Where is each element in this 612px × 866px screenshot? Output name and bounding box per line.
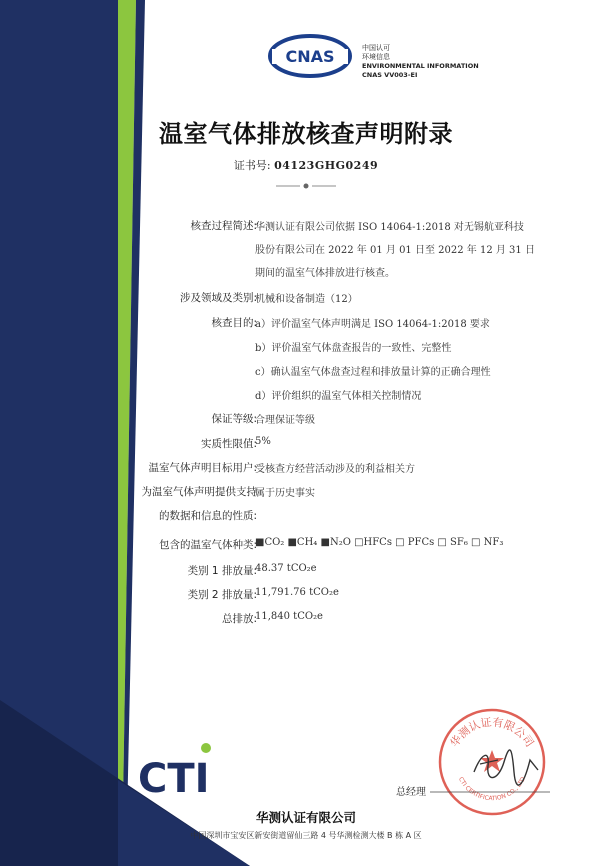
materiality-value: 5% — [255, 436, 271, 447]
support-label-line-1: 为温室气体声明提供支持 — [141, 486, 257, 498]
cnas-line-2: 环境信息 — [362, 53, 390, 61]
certificate-number-label: 证书号: — [233, 159, 271, 172]
sector-label: 涉及领域及类别: — [179, 292, 257, 304]
purpose-label: 核查目的: — [211, 317, 257, 329]
seal-text: 华测认证有限公司 — [447, 715, 537, 750]
cnas-logo-text: CNAS — [285, 47, 335, 66]
process-value-line-3: 期间的温室气体排放进行核查。 — [255, 268, 395, 279]
users-label: 温室气体声明目标用户: — [148, 462, 257, 474]
support-label-line-2: 的数据和信息的性质: — [158, 510, 257, 522]
category-2-value: 11,791.76 tCO₂e — [255, 587, 339, 598]
signature-icon — [468, 742, 548, 790]
certificate-number — [0, 157, 612, 173]
materiality-label: 实质性限值: — [200, 438, 257, 450]
sector-value: 机械和设备制造（12） — [255, 294, 358, 305]
process-value-line-1: 华测认证有限公司依据 ISO 14064-1:2018 对无锡航亚科技 — [255, 222, 524, 233]
cti-logo-icon — [138, 742, 218, 798]
ghg-value: ■CO₂ ■CH₄ ■N₂O □HFCs □ PFCs □ SF₆ □ NF₃ — [255, 537, 504, 548]
users-value: 受核查方经营活动涉及的利益相关方 — [255, 464, 415, 475]
total-label: 总排放: — [221, 613, 257, 625]
process-label: 核查过程简述: — [190, 220, 257, 232]
assurance-value: 合理保证等级 — [255, 415, 315, 426]
purpose-b: b）评价温室气体盘查报告的一致性、完整性 — [255, 343, 452, 354]
ghg-label: 包含的温室气体种类: — [158, 539, 257, 551]
general-manager-label: 总经理 — [396, 787, 426, 798]
purpose-d: d）评价组织的温室气体相关控制情况 — [255, 391, 422, 402]
seal-text-en: CTI CERTIFICATION CO., LTD — [457, 776, 528, 803]
certificate-number-value: 04123GHG0249 — [274, 159, 379, 172]
cnas-line-4: CNAS VV003-EI — [362, 71, 418, 79]
purpose-c: c）确认温室气体盘查过程和排放量计算的正确合理性 — [255, 367, 491, 378]
cnas-logo-icon — [268, 33, 352, 79]
signature-line — [430, 791, 550, 793]
company-name: 华测认证有限公司 — [255, 810, 356, 825]
company-address: 中国深圳市宝安区新安街道留仙三路 4 号华测检测大楼 B 栋 A 区 — [190, 831, 422, 840]
assurance-label: 保证等级: — [211, 413, 257, 425]
ornament-divider — [276, 182, 336, 190]
cnas-info-block — [362, 44, 479, 80]
cnas-line-3: ENVIRONMENTAL INFORMATION — [362, 62, 479, 70]
category-2-label: 类别 2 排放量: — [187, 589, 257, 601]
cnas-line-1: 中国认可 — [362, 44, 390, 52]
category-1-label: 类别 1 排放量: — [187, 565, 257, 577]
process-value-line-2: 股份有限公司在 2022 年 01 月 01 日至 2022 年 12 月 31 日 — [255, 245, 535, 256]
total-value: 11,840 tCO₂e — [255, 611, 323, 622]
category-1-value: 48.37 tCO₂e — [255, 563, 317, 574]
purpose-a: a）评价温室气体声明满足 ISO 14064-1:2018 要求 — [255, 319, 490, 330]
cti-logo-text: CTI — [138, 756, 210, 798]
support-value: 属于历史事实 — [255, 488, 315, 499]
page-title: 温室气体排放核查声明附录 — [159, 120, 453, 148]
